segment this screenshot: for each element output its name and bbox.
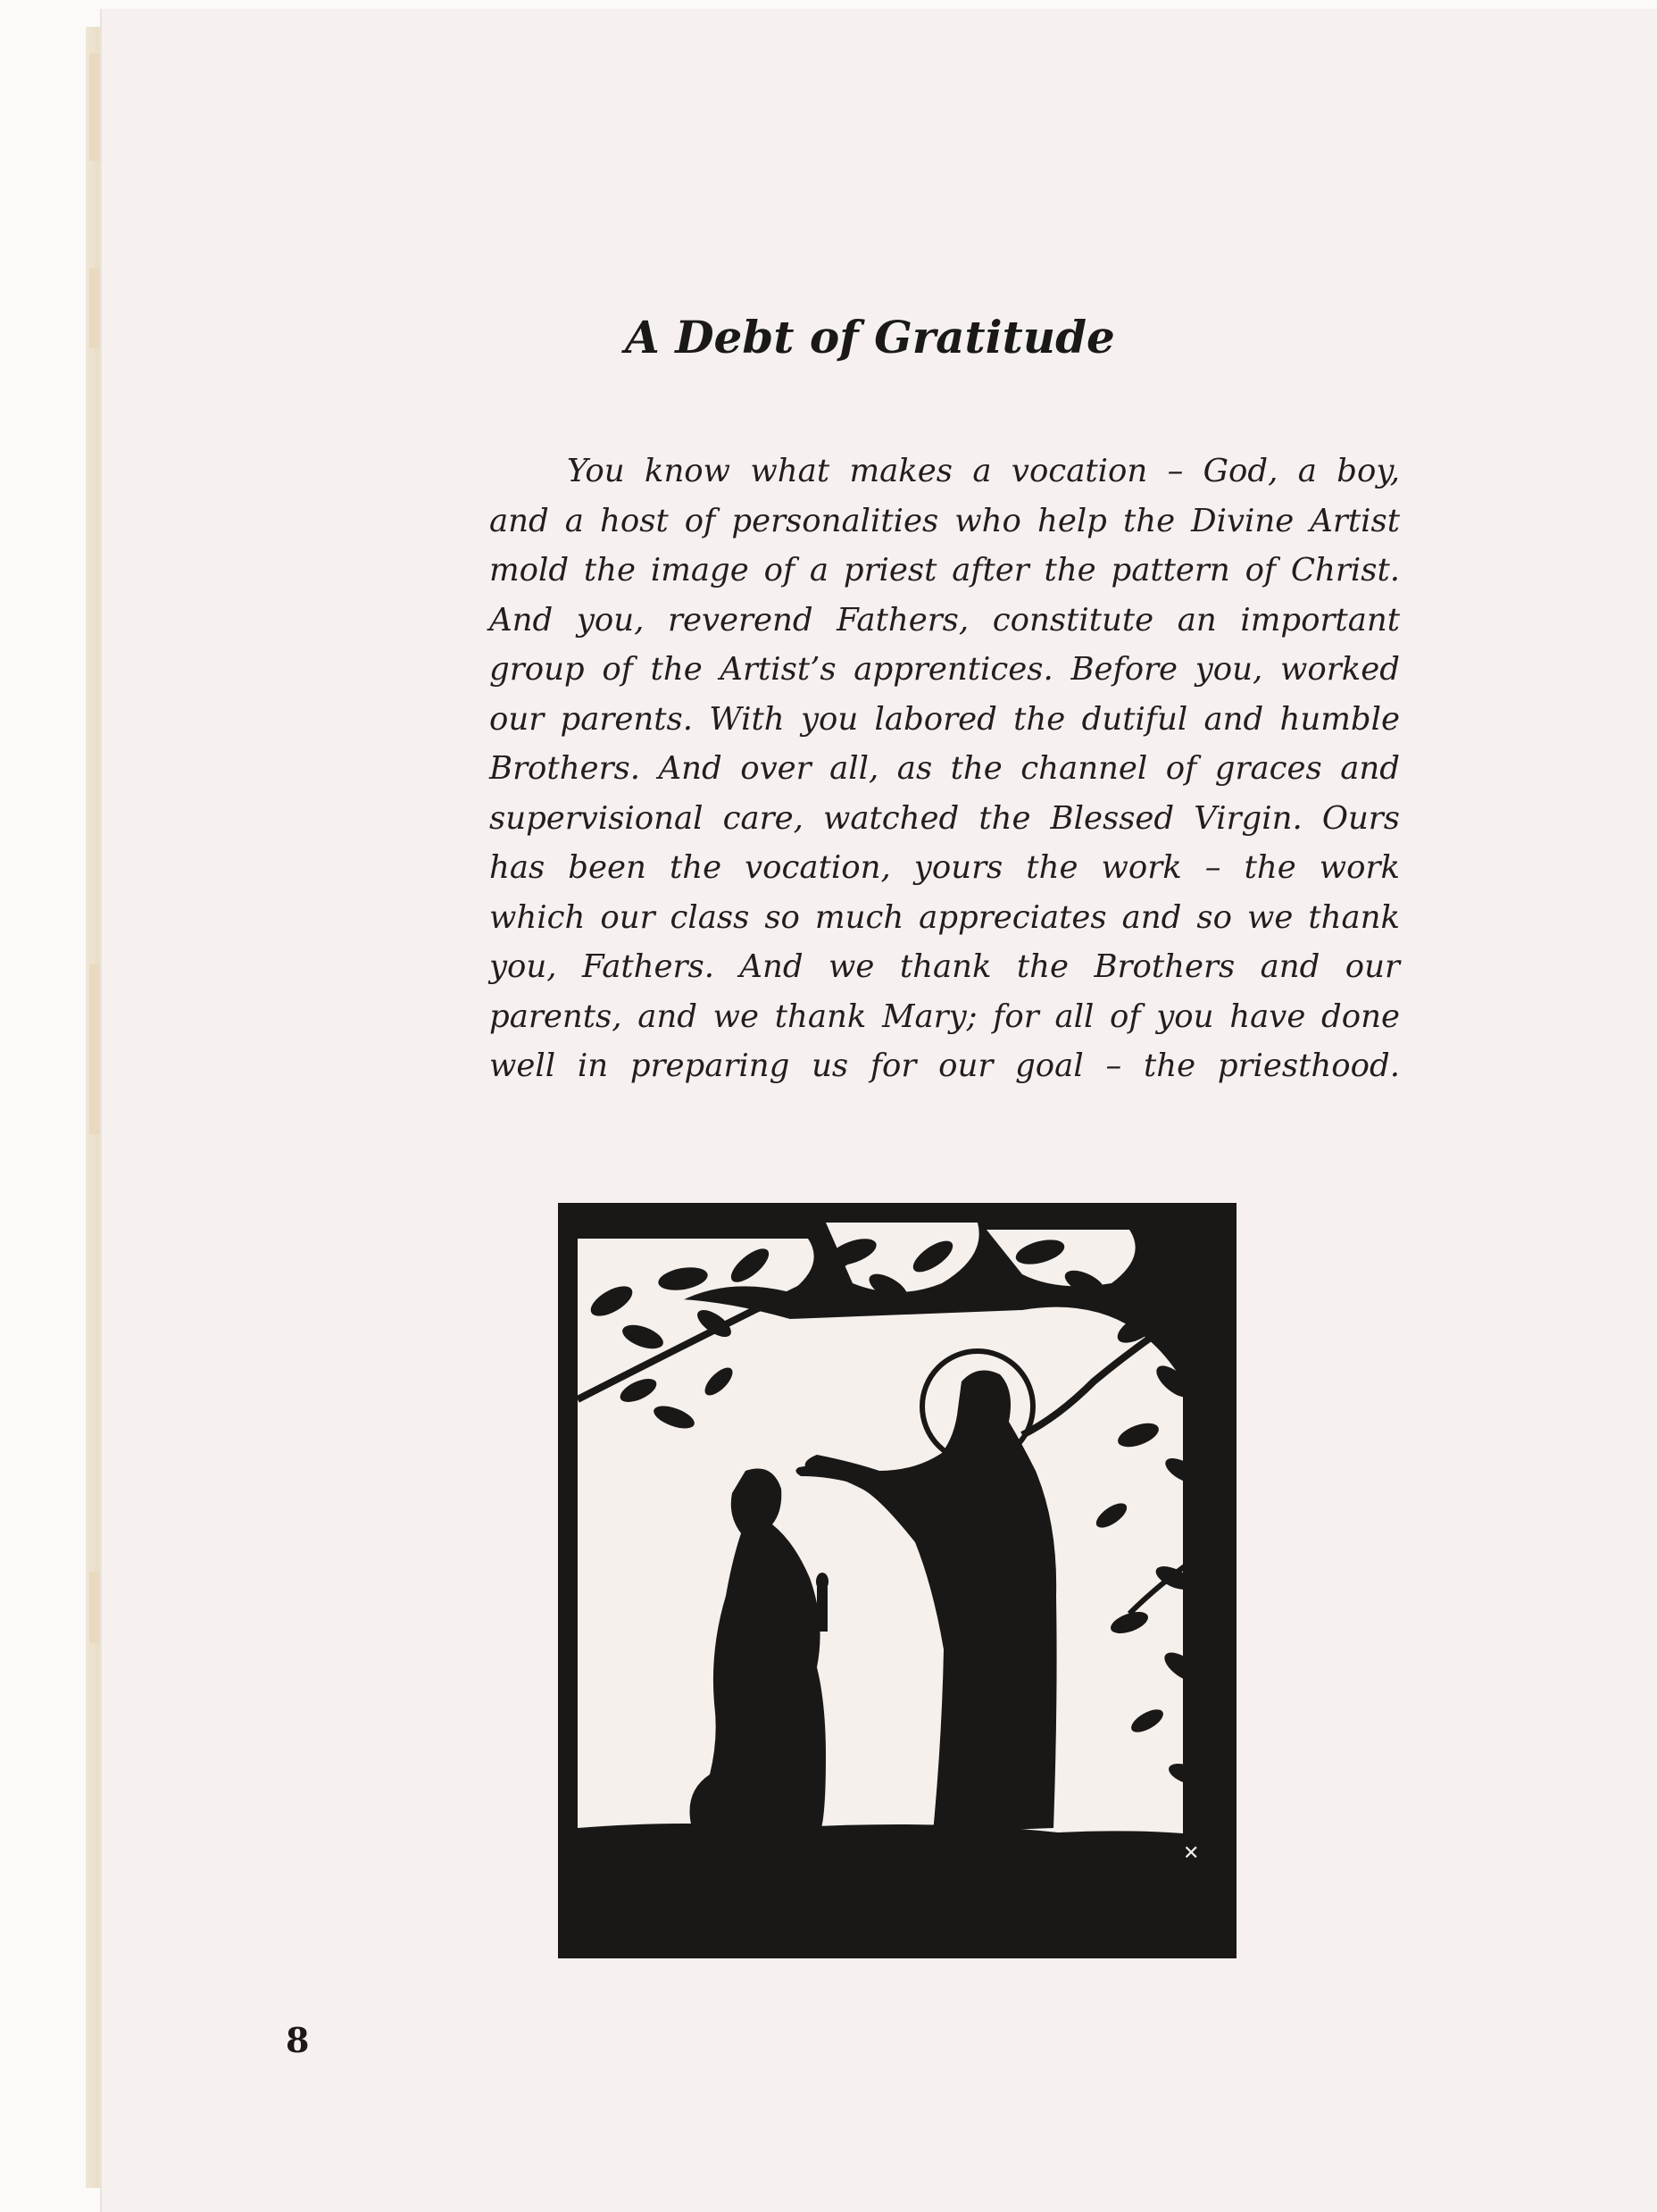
body-line: which our class so much appreciates and so we thank [489, 898, 1400, 936]
silhouette-blessing-illustration [558, 1203, 1237, 1958]
svg-text:✕: ✕ [1183, 1842, 1200, 1865]
body-line: And you, reverend Fathers, constitute an important [489, 601, 1400, 639]
body-line: supervisional care, watched the Blessed Virgin. Ours [489, 799, 1400, 837]
body-line: well in preparing us for our goal – the priesthood. [489, 1048, 1400, 1084]
body-line: Brothers. And over all, as the channel of graces and [489, 750, 1400, 787]
body-line: mold the image of a priest after the pattern of Christ. [489, 552, 1400, 588]
body-line: parents, and we thank Mary; for all of you have done [489, 997, 1400, 1035]
page-title: A Debt of Gratitude [625, 311, 1115, 363]
body-line: has been the vocation, yours the work – the work [489, 849, 1400, 886]
body-line: You know what makes a vocation – God, a boy, [567, 453, 1400, 489]
body-line: and a host of personalities who help the Divine Artist [489, 502, 1400, 539]
body-paragraph [489, 447, 1400, 1091]
body-line: you, Fathers. And we thank the Brothers and our [489, 948, 1400, 985]
page-number: 8 [286, 2020, 310, 2060]
body-line: group of the Artist’s apprentices. Before you, worked [489, 651, 1400, 688]
body-line: our parents. With you labored the dutiful and humble [489, 700, 1400, 738]
